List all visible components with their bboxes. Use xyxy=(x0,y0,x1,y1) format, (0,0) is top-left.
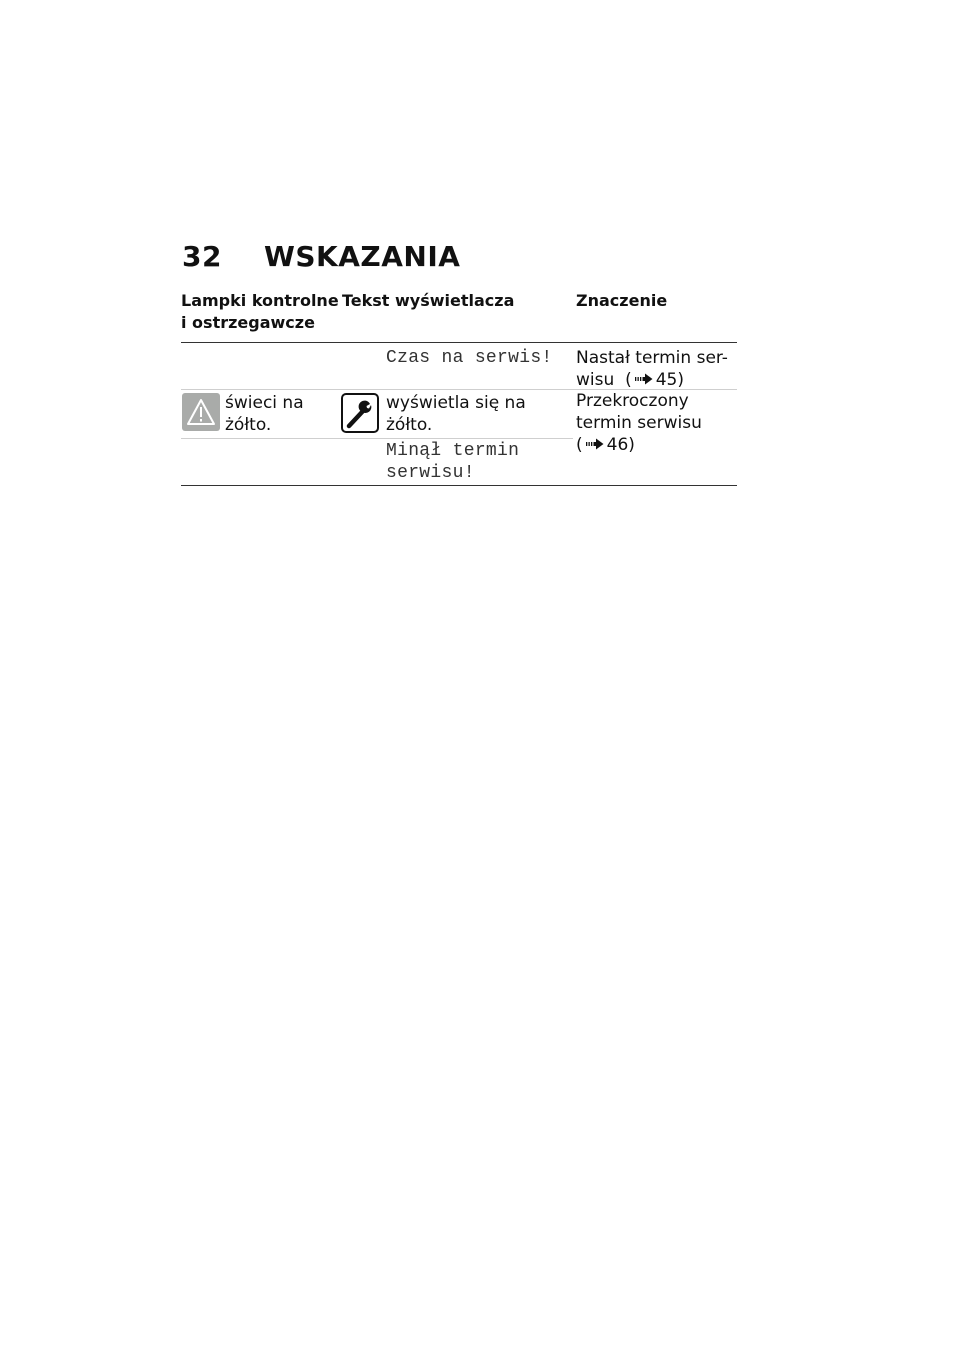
page-reference: 46) xyxy=(606,435,635,455)
column-header-lamps: Lampki kontrolne i ostrzegawcze xyxy=(181,291,339,332)
page-reference-arrow-icon xyxy=(635,369,653,391)
column-header-meaning: Znaczenie xyxy=(576,291,668,310)
meaning-cell xyxy=(576,347,736,391)
page-reference: 45) xyxy=(655,370,684,390)
indicator-table xyxy=(181,290,737,486)
section-title: WSKAZANIA xyxy=(264,240,461,273)
table-row xyxy=(181,343,737,390)
display-message: Czas na serwis! xyxy=(386,348,553,368)
meaning-text: wisu xyxy=(576,370,615,390)
display-description: wyświetla się na żółto. xyxy=(386,393,526,435)
table-header xyxy=(181,290,737,343)
reference-open: ( xyxy=(625,370,632,390)
row-divider xyxy=(181,438,573,439)
page-reference-arrow-icon xyxy=(586,434,604,456)
table-row xyxy=(181,390,737,486)
page-number: 32 xyxy=(182,240,222,273)
lamp-description: świeci na żółto. xyxy=(225,393,304,435)
meaning-text: Nastał termin ser- xyxy=(576,348,728,368)
page-header xyxy=(182,240,460,273)
general-warning-icon xyxy=(182,393,220,431)
meaning-text: Przekroczony termin serwisu xyxy=(576,391,702,433)
wrench-icon xyxy=(341,393,379,433)
meaning-cell xyxy=(576,390,736,456)
column-header-display-text: Tekst wyświetlacza xyxy=(342,291,515,310)
display-message: Minął termin serwisu! xyxy=(386,441,520,483)
reference-open: ( xyxy=(576,435,583,455)
